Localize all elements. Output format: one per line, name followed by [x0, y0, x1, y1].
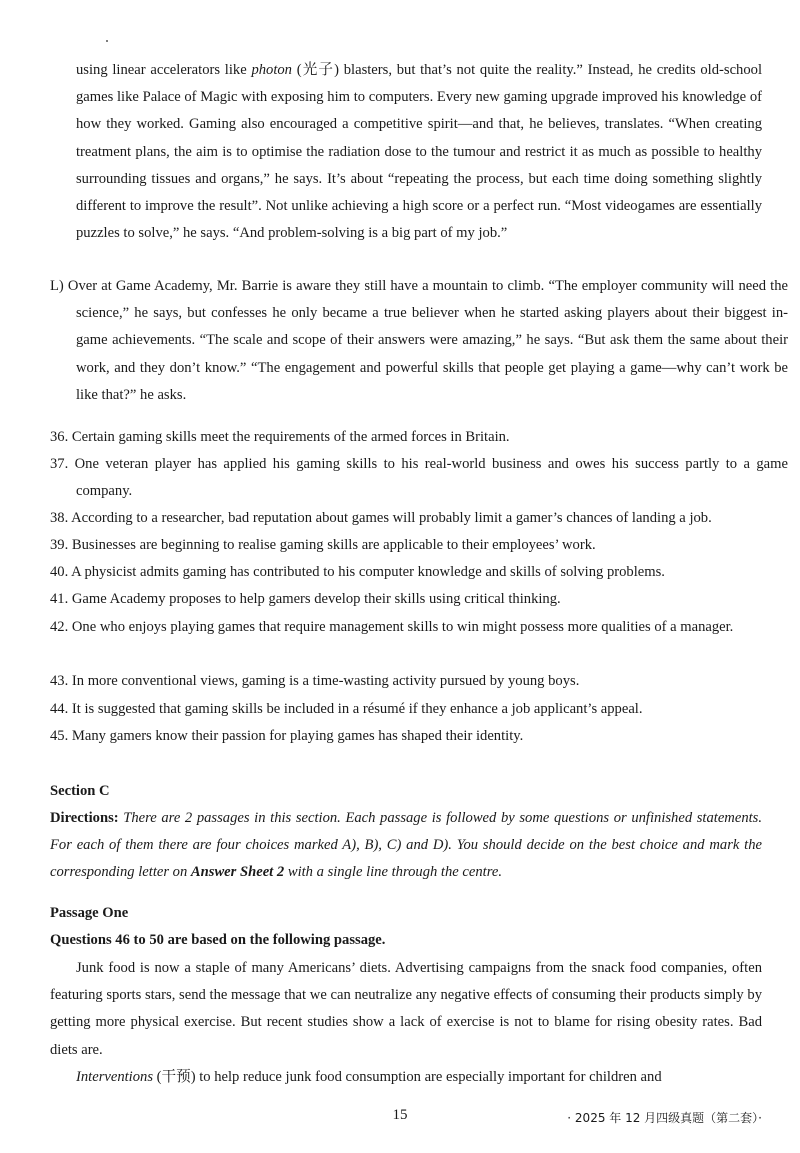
text-segment: (干预) to help reduce junk food consumption are especially important for children and	[153, 1069, 662, 1085]
question-39: 39. Businesses are beginning to realise gaming skills are applicable to their employees’ work.	[50, 537, 596, 553]
question-37: 37. One veteran player has applied his gaming skills to his real-world business and owes his success partly to a game company.	[50, 456, 788, 500]
question-44: 44. It is suggested that gaming skills be included in a résumé if they enhance a job applicant’s appeal.	[50, 701, 643, 717]
passage-one-heading: Passage One	[50, 905, 129, 921]
passage-one-subheading: Questions 46 to 50 are based on the following passage.	[50, 932, 386, 948]
section-c-directions	[50, 805, 762, 887]
passage-l-paragraph: L) Over at Game Academy, Mr. Barrie is aware they still have a mountain to climb. “The employer community will need the science,” he says, but confesses he only became a true believer when he started asking players about their biggest in-game achievements. “The scale and scope of their answers were amazing,” he says. “But ask them the same about their work, and they don’t know.” “The engagement and powerful skills that people get playing a game—why can’t work be like that?” he asks.	[50, 278, 788, 403]
answer-sheet-label: Answer Sheet 2	[190, 864, 285, 881]
directions-label: Directions:	[50, 810, 119, 826]
text-segment: (光子) blasters, but that’s not quite the reality.” Instead, he credits old-school games like Palace of Magic with exposing him to computers. Every new gaming upgrade improved his knowledge of how they worked. Gaming also encouraged a competitive spirit—and that, he believes, translates. “When creating treatment plans, the aim is to optimise the radiation dose to the tumour and restrict it as much as possible to healthy surrounding tissues and organs,” he says. It’s about “repeating the process, but each time doing something slightly different to improve the result”. Not unlike achieving a high score or a perfect run. “Most videogames are essentially puzzles to solve,” he says. “And problem-solving is a big part of my job.”	[76, 62, 762, 242]
question-41: 41. Game Academy proposes to help gamers develop their skills using critical thinking.	[50, 591, 561, 607]
page-number: 15	[392, 1107, 408, 1123]
question-36: 36. Certain gaming skills meet the requirements of the armed forces in Britain.	[50, 429, 510, 445]
question-40: 40. A physicist admits gaming has contributed to his computer knowledge and skills of solving problems.	[50, 564, 665, 580]
question-43: 43. In more conventional views, gaming is a time-wasting activity pursued by young boys.	[50, 673, 580, 689]
passage-one-paragraph-2	[50, 1064, 762, 1091]
directions-text: There are 2 passages in this section. Each passage is followed by some questions or unfinished statements. For each of them there are four choices marked A), B), C) and D). You should decide on the best choice and mark the corresponding letter on	[50, 810, 762, 881]
passage-k-continuation	[76, 57, 762, 247]
question-38: 38. According to a researcher, bad reputation about games will probably limit a gamer’s chances of landing a job.	[50, 510, 712, 526]
directions-text: with a single line through the centre.	[284, 864, 502, 881]
scan-speck	[106, 40, 108, 42]
question-42: 42. One who enjoys playing games that require management skills to win might possess more qualities of a manager.	[50, 619, 734, 635]
section-c-heading: Section C	[50, 783, 110, 799]
exam-label: · 2025 年 12 月四级真题（第二套）·	[567, 1111, 762, 1125]
passage-one-paragraph-1: Junk food is now a staple of many Americans’ diets. Advertising campaigns from the snack food companies, often featuring sports stars, send the message that we can neutralize any negative effects of consuming their products simply by getting more physical exercise. But recent studies show a lack of exercise is not to blame for rising obesity rates. Bad diets are.	[50, 960, 762, 1058]
italic-term: photon	[251, 62, 292, 78]
italic-term: Interventions	[76, 1069, 154, 1085]
question-45: 45. Many gamers know their passion for playing games has shaped their identity.	[50, 728, 524, 744]
text-segment: using linear accelerators like	[76, 62, 252, 78]
